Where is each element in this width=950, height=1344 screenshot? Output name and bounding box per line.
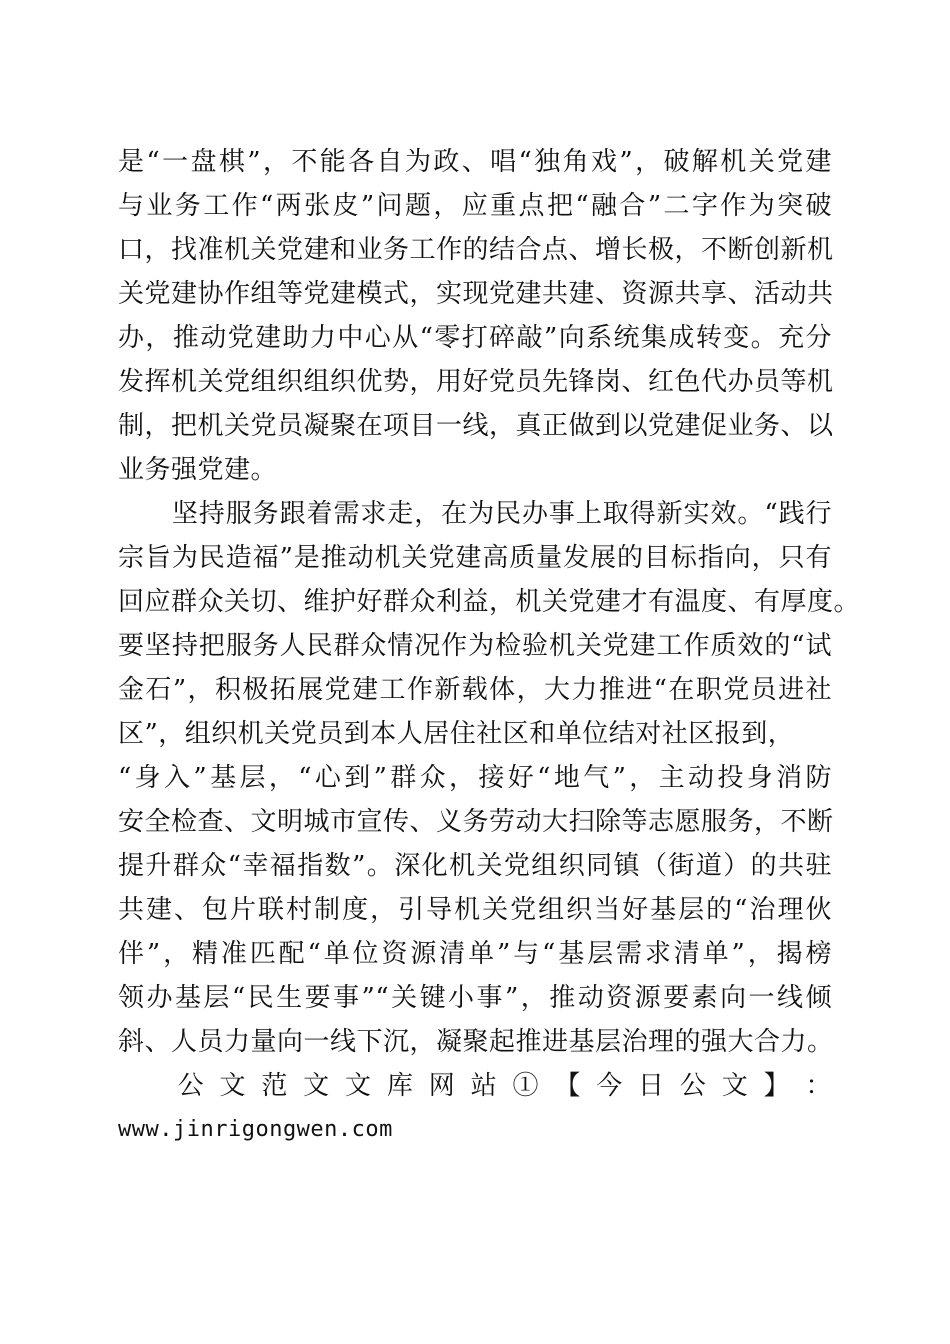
paragraph-party-building-integration	[118, 140, 832, 492]
paragraph-service-demand	[118, 492, 861, 1064]
footer-url-link[interactable]: www.jinrigongwen.com	[118, 1117, 393, 1142]
text-line: 口，找准机关党建和业务工作的结合点、增长极，不断创新机	[118, 235, 834, 265]
text-line: 坚持服务跟着需求走，在为民办事上取得新实效。“践行	[118, 499, 832, 529]
footer-source	[118, 1064, 832, 1152]
text-line: 是“一盘棋”，不能各自为政、唱“独角戏”，破解机关党建	[118, 147, 832, 177]
footer-site-label: 公 文 范 文 文 库 网 站 ① 【 今 日 公 文 】 ：	[118, 1071, 832, 1101]
text-line: 金石”，积极拓展党建工作新载体，大力推进“在职党员进社	[118, 675, 832, 705]
text-line: 共建、包片联村制度，引导机关党组织当好基层的“治理伙	[118, 895, 832, 925]
text-line: 要坚持把服务人民群众情况作为检验机关党建工作质效的“试	[118, 631, 832, 661]
text-line: 办，推动党建助力中心从“零打碎敲”向系统集成转变。充分	[118, 323, 832, 353]
text-line: 回应群众关切、维护好群众利益，机关党建才有温度、有厚度。	[118, 587, 861, 617]
text-line: “身入”基层，“心到”群众，接好“地气”，主动投身消防	[118, 763, 832, 793]
text-line: 伴”，精准匹配“单位资源清单”与“基层需求清单”，揭榜	[118, 939, 832, 969]
text-line: 宗旨为民造福”是推动机关党建高质量发展的目标指向，只有	[118, 543, 832, 573]
text-line: 关党建协作组等党建模式，实现党建共建、资源共享、活动共	[118, 279, 834, 309]
text-line: 区”，组织机关党员到本人居住社区和单位结对社区报到，	[118, 719, 795, 749]
text-line: 与业务工作“两张皮”问题，应重点把“融合”二字作为突破	[118, 191, 832, 221]
text-line: 安全检查、文明城市宣传、义务劳动大扫除等志愿服务，不断	[118, 807, 834, 837]
text-line: 发挥机关党组织组织优势，用好党员先锋岗、红色代办员等机	[118, 367, 834, 397]
text-line: 领办基层“民生要事”“关键小事”，推动资源要素向一线倾	[118, 983, 832, 1013]
text-line: 提升群众“幸福指数”。深化机关党组织同镇（街道）的共驻	[118, 851, 832, 881]
text-line: 斜、人员力量向一线下沉，凝聚起推进基层治理的强大合力。	[118, 1027, 834, 1057]
text-line: 制，把机关党员凝聚在项目一线，真正做到以党建促业务、以	[118, 411, 834, 441]
text-line: 业务强党建。	[118, 455, 278, 485]
